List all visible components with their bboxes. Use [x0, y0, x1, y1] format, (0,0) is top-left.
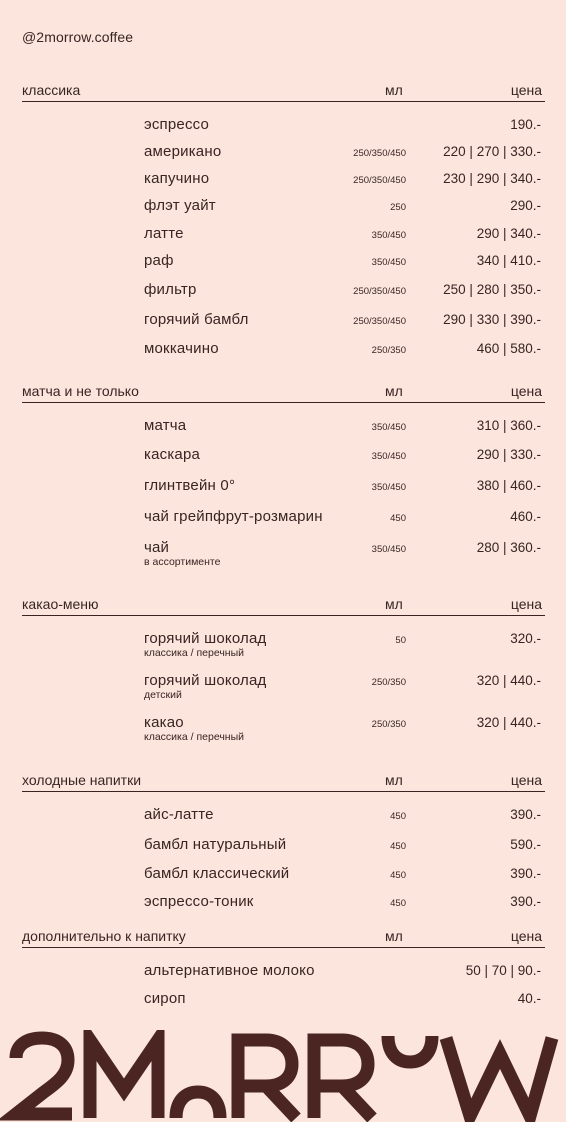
item-price: 280 | 360.- — [476, 540, 541, 555]
section-header — [22, 596, 545, 616]
item-name: флэт уайт — [144, 197, 216, 214]
section-extras — [22, 928, 545, 1007]
section-title: классика — [22, 82, 81, 98]
section-matcha — [22, 383, 545, 568]
item-volume: 250 — [390, 202, 406, 213]
column-ml-header: мл — [385, 82, 403, 98]
item-name: какао — [144, 714, 184, 731]
section-title: какао-меню — [22, 596, 99, 612]
item-volume: 450 — [390, 898, 406, 909]
item-name: чай — [144, 539, 170, 556]
item-price: 230 | 290 | 340.- — [443, 171, 541, 186]
item-price: 190.- — [510, 117, 541, 132]
item-name: эспрессо — [144, 116, 210, 133]
item-price: 460.- — [510, 509, 541, 524]
item-subtitle: детский — [144, 689, 182, 701]
column-price-header: цена — [510, 772, 542, 788]
item-volume: 250/350/450 — [353, 175, 406, 186]
section-title: дополнительно к напитку — [22, 928, 186, 944]
item-price: 590.- — [510, 837, 541, 852]
section-title: холодные напитки — [22, 772, 142, 788]
item-volume: 250/350/450 — [353, 316, 406, 327]
item-name: горячий бамбл — [144, 311, 249, 328]
item-price: 310 | 360.- — [476, 418, 541, 433]
item-name: американо — [144, 143, 222, 160]
item-price: 320.- — [510, 631, 541, 646]
item-volume: 350/450 — [371, 451, 406, 462]
item-volume: 250/350 — [371, 719, 406, 730]
item-name: латте — [144, 225, 184, 242]
item-price: 320 | 440.- — [476, 715, 541, 730]
item-price: 390.- — [510, 866, 541, 881]
item-name: бамбл натуральный — [144, 836, 287, 853]
2morrow-wordmark-icon — [0, 1030, 566, 1122]
section-classic — [22, 82, 545, 357]
item-price: 290 | 330 | 390.- — [443, 312, 541, 327]
item-volume: 350/450 — [371, 230, 406, 241]
item-name: матча — [144, 417, 187, 434]
item-name: глинтвейн 0° — [144, 477, 236, 494]
item-volume: 350/450 — [371, 257, 406, 268]
item-name: айс-латте — [144, 806, 214, 823]
item-name: фильтр — [144, 281, 197, 298]
item-volume: 450 — [390, 811, 406, 822]
item-price: 290 | 340.- — [476, 226, 541, 241]
item-subtitle: классика / перечный — [144, 731, 244, 743]
item-price: 390.- — [510, 894, 541, 909]
column-price-header: цена — [510, 928, 542, 944]
item-name: бамбл классический — [144, 865, 290, 882]
item-volume: 250/350 — [371, 677, 406, 688]
item-volume: 450 — [390, 841, 406, 852]
section-header — [22, 82, 545, 102]
item-price: 50 | 70 | 90.- — [465, 963, 541, 978]
item-volume: 350/450 — [371, 422, 406, 433]
item-volume: 50 — [395, 635, 406, 646]
item-price: 290.- — [510, 198, 541, 213]
item-name: раф — [144, 252, 174, 269]
item-volume: 450 — [390, 513, 406, 524]
item-price: 250 | 280 | 350.- — [443, 282, 541, 297]
item-name: альтернативное молоко — [144, 962, 315, 979]
item-volume: 250/350/450 — [353, 148, 406, 159]
instagram-handle: @2morrow.coffee — [22, 29, 134, 45]
item-name: моккачино — [144, 340, 219, 357]
item-name: капучино — [144, 170, 210, 187]
section-cocoa — [22, 596, 545, 743]
item-name: чай грейпфрут-розмарин — [144, 508, 323, 525]
section-header — [22, 772, 545, 792]
item-name: горячий шоколад — [144, 630, 267, 647]
item-price: 460 | 580.- — [476, 341, 541, 356]
section-title: матча и не только — [22, 383, 139, 399]
item-price: 290 | 330.- — [476, 447, 541, 462]
column-ml-header: мл — [385, 596, 403, 612]
column-price-header: цена — [510, 596, 542, 612]
section-header — [22, 928, 545, 948]
column-ml-header: мл — [385, 383, 403, 399]
column-price-header: цена — [510, 82, 542, 98]
item-price: 390.- — [510, 807, 541, 822]
item-price: 40.- — [517, 991, 541, 1006]
item-volume: 250/350 — [371, 345, 406, 356]
item-subtitle: в ассортименте — [144, 556, 221, 568]
item-volume: 250/350/450 — [353, 286, 406, 297]
item-name: каскара — [144, 446, 201, 463]
item-subtitle: классика / перечный — [144, 647, 244, 659]
item-volume: 350/450 — [371, 544, 406, 555]
item-price: 340 | 410.- — [476, 253, 541, 268]
item-price: 380 | 460.- — [476, 478, 541, 493]
column-ml-header: мл — [385, 772, 403, 788]
item-volume: 450 — [390, 870, 406, 881]
item-price: 220 | 270 | 330.- — [443, 144, 541, 159]
section-cold-drinks — [22, 772, 545, 910]
section-header — [22, 383, 545, 403]
column-price-header: цена — [510, 383, 542, 399]
column-ml-header: мл — [385, 928, 403, 944]
item-name: сироп — [144, 990, 186, 1007]
item-name: эспрессо-тоник — [144, 893, 254, 910]
item-volume: 350/450 — [371, 482, 406, 493]
item-name: горячий шоколад — [144, 672, 267, 689]
item-price: 320 | 440.- — [476, 673, 541, 688]
